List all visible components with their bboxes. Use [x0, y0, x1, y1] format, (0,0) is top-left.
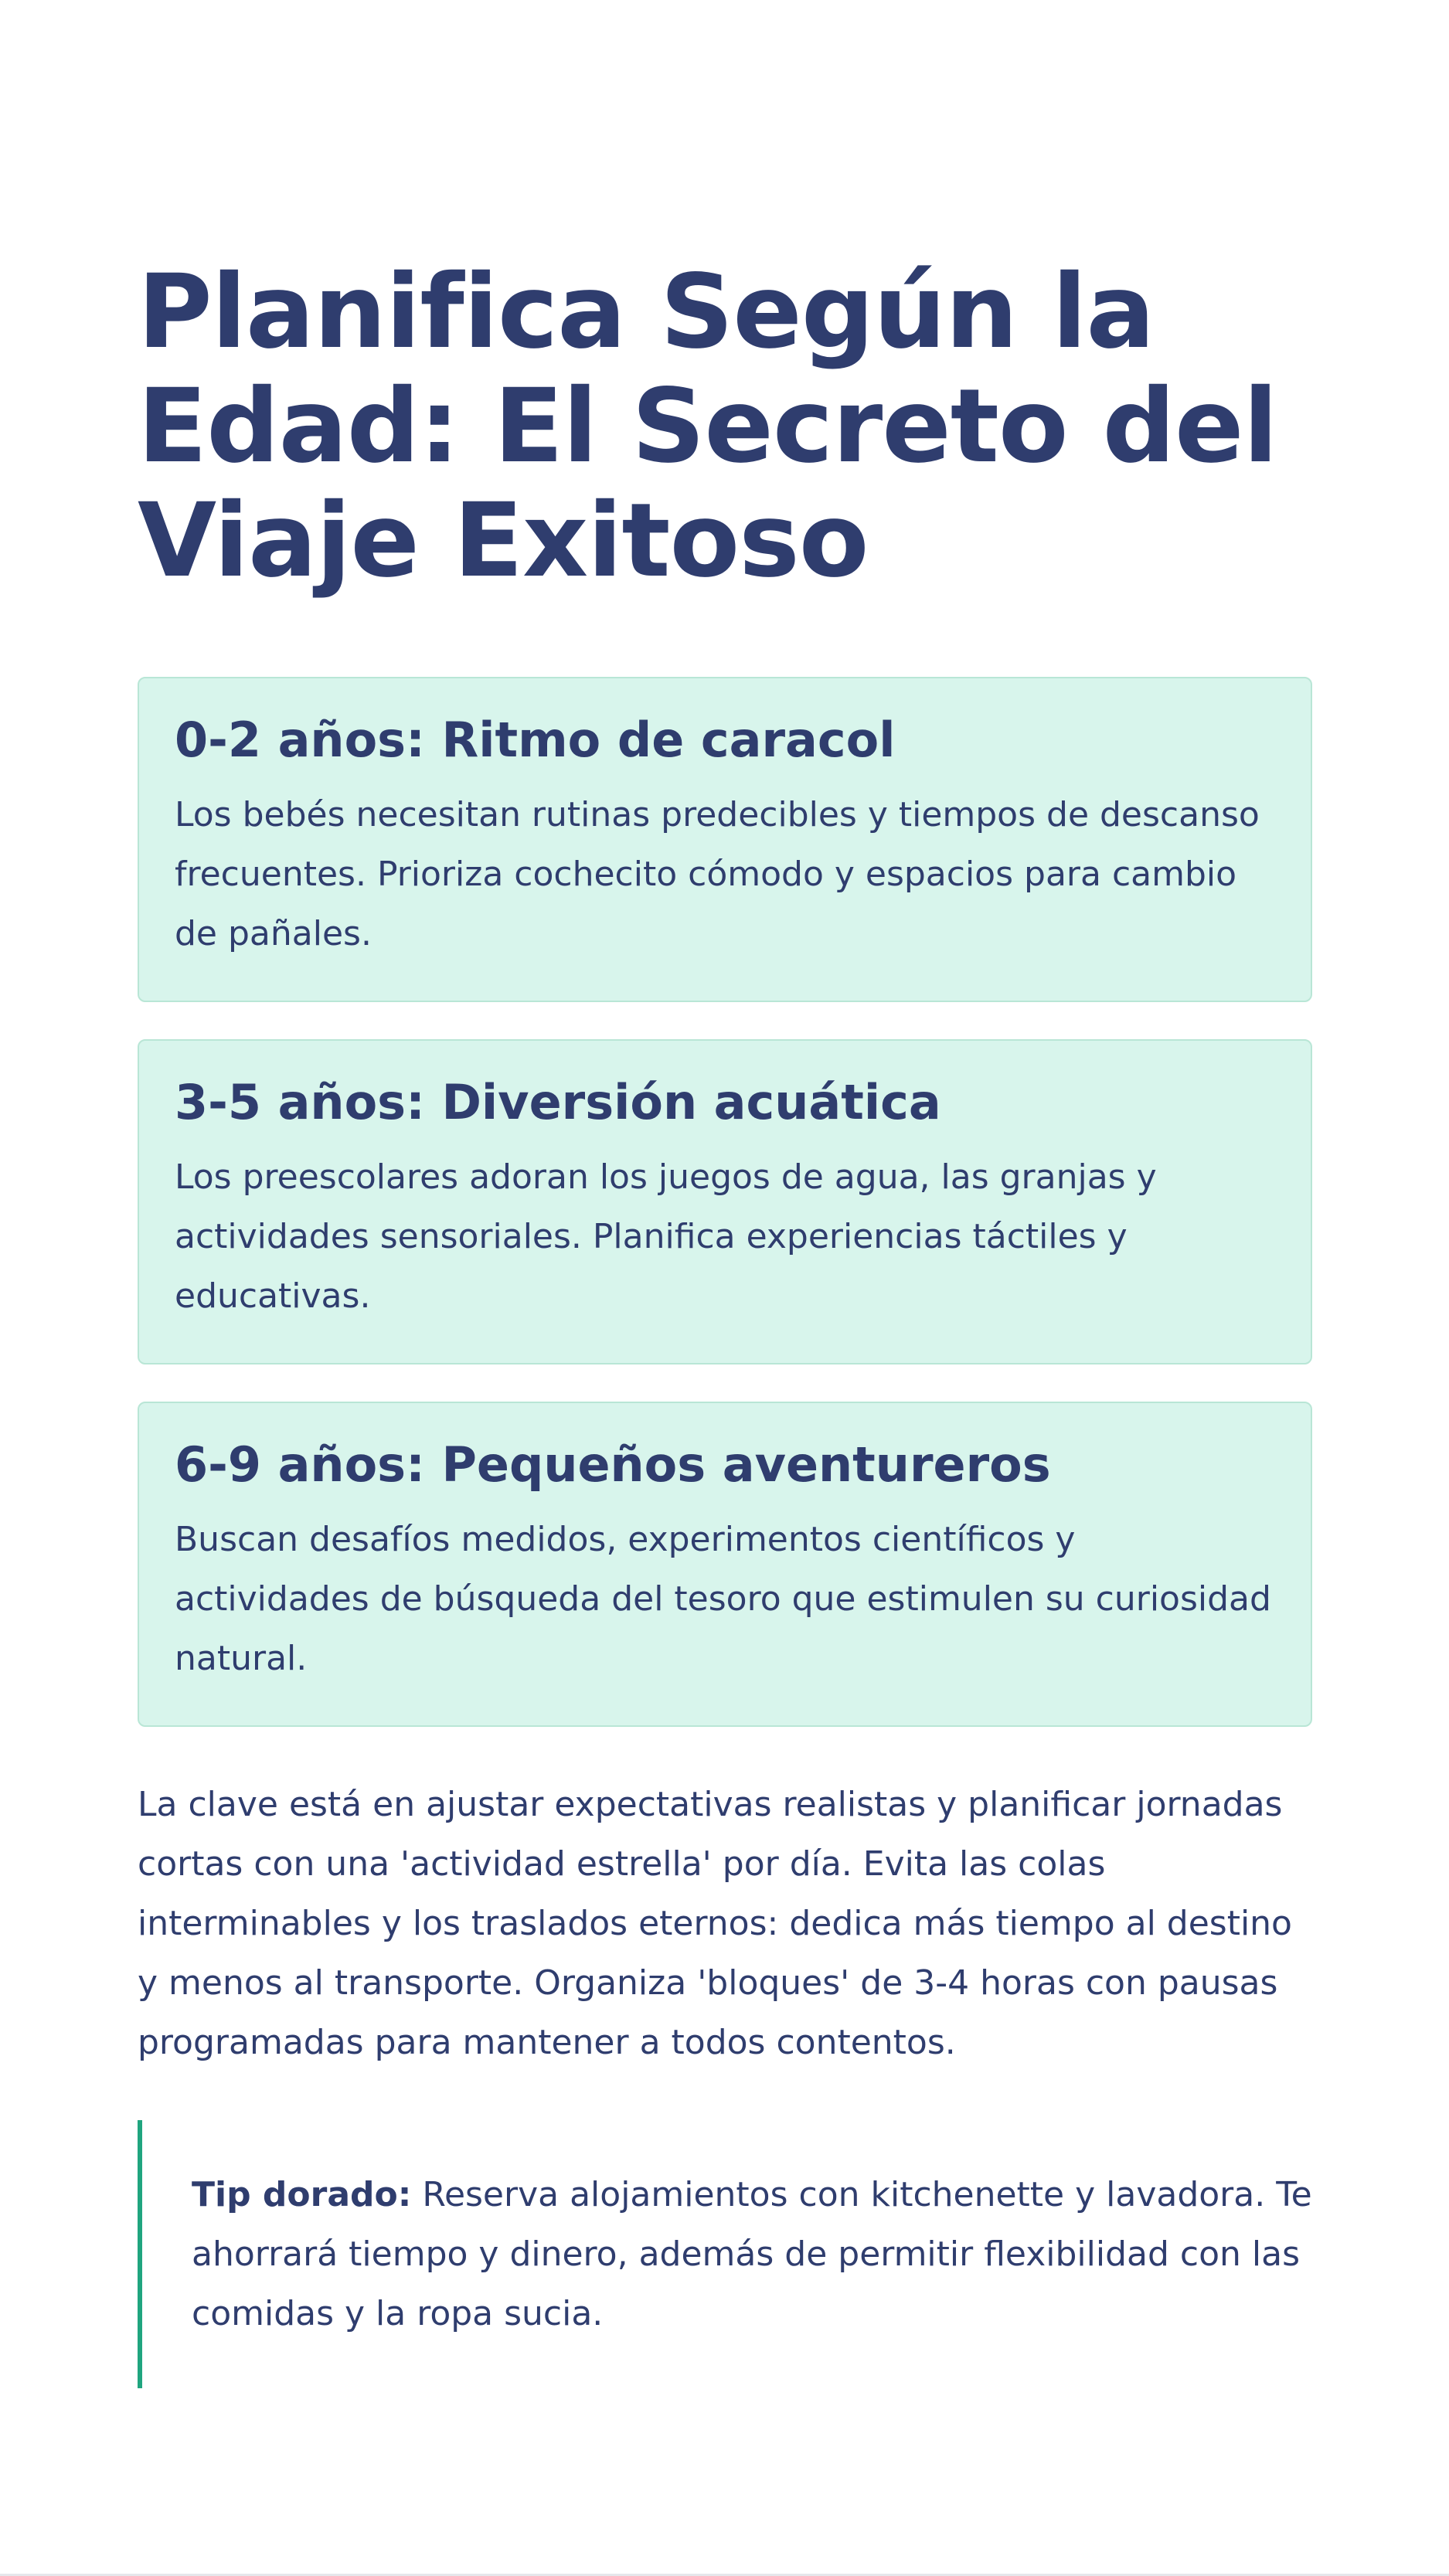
- card-text: Los preescolares adoran los juegos de agua, las granjas y actividades sensoriales. Planifica experiencias táctiles y educativas.: [175, 1157, 1157, 1316]
- article: [138, 255, 1312, 2388]
- card-heading: 3-5 años: Diversión acuática: [175, 1074, 941, 1130]
- tip-text: Reserva alojamientos con kitchenette y lavadora. Te ahorrará tiempo y dinero, además de permitir flexibilidad con las comidas y la ropa sucia.: [192, 2175, 1312, 2333]
- card-heading: 6-9 años: Pequeños aventureros: [175, 1436, 1051, 1493]
- age-card-3-5: [138, 1039, 1312, 1364]
- body-paragraph: La clave está en ajustar expectativas realistas y planificar jornadas cortas con una 'actividad estrella' por día. Evita las colas interminables y los traslados eternos: dedica más tiempo al destino y menos al transporte. Organiza 'bloques' de 3-4 horas con pausas programadas para mantener a todos contentos.: [138, 1785, 1292, 2062]
- age-card-6-9: [138, 1402, 1312, 1727]
- tip-label: Tip dorado:: [192, 2175, 412, 2214]
- card-text: Buscan desafíos medidos, experimentos científicos y actividades de búsqueda del tesoro que estimulen su curiosidad natural.: [175, 1520, 1271, 1678]
- tip-callout: [138, 2120, 1312, 2388]
- card-heading: 0-2 años: Ritmo de caracol: [175, 712, 896, 768]
- page-title: Planifica Según la Edad: El Secreto del Viaje Exitoso: [138, 253, 1277, 600]
- card-text: Los bebés necesitan rutinas predecibles y tiempos de descanso frecuentes. Prioriza cochecito cómodo y espacios para cambio de pañales.: [175, 795, 1260, 953]
- age-card-0-2: [138, 677, 1312, 1002]
